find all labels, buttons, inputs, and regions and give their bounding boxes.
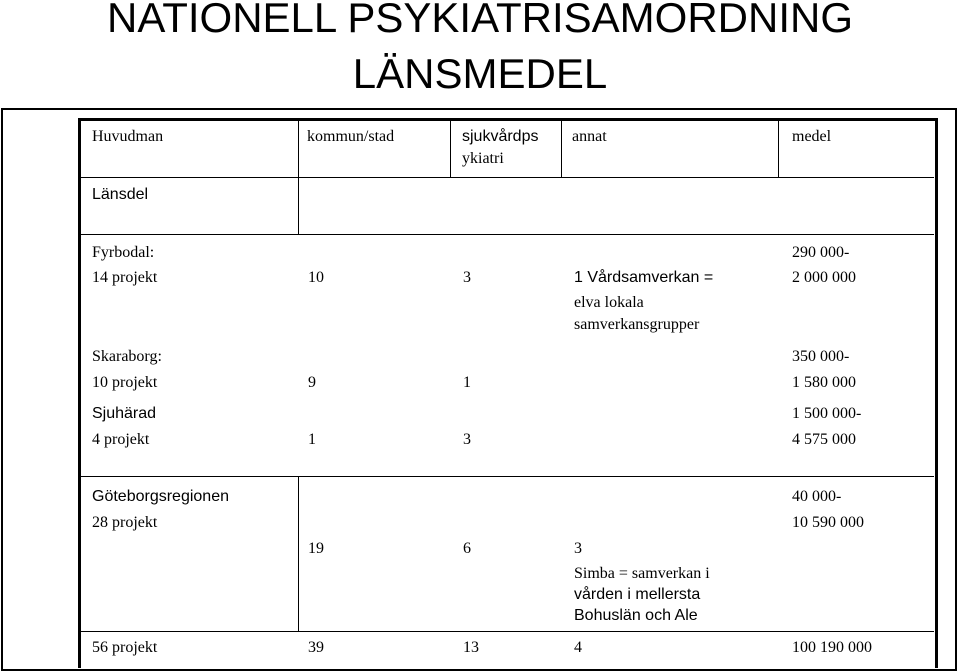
col-divider-1 — [298, 121, 299, 177]
col-divider-4 — [778, 121, 779, 177]
page-title-line2: LÄNSMEDEL — [352, 50, 608, 97]
col-divider-2 — [450, 121, 451, 177]
row-projects: 14 projekt — [92, 269, 158, 286]
total-kommun: 39 — [308, 639, 324, 656]
row-kommun: 1 — [308, 431, 316, 448]
row-name: Skaraborg: — [92, 348, 162, 365]
row-name: Sjuhärad — [92, 405, 157, 422]
total-sjukvard: 13 — [463, 639, 479, 656]
total-projects: 56 projekt — [92, 639, 158, 656]
row-medel-line: 2 000 000 — [792, 269, 856, 286]
row-annat-line: Simba = samverkan i — [574, 565, 710, 582]
divider-goteborg — [81, 476, 934, 477]
row-medel-line: 40 000- — [792, 488, 842, 505]
row-annat-line: samverkansgrupper — [574, 316, 700, 333]
row-medel-line: 4 575 000 — [792, 431, 856, 448]
header-annat: annat — [572, 128, 607, 145]
row-sjukvard: 3 — [463, 269, 471, 286]
row-annat-line: Bohuslän och Ale — [574, 607, 698, 624]
header-huvudman: Huvudman — [92, 128, 164, 145]
page-title-line1: NATIONELL PSYKIATRISAMORDNING — [106, 0, 853, 41]
col-divider-lansdel — [298, 177, 299, 234]
row-medel-line: 350 000- — [792, 348, 850, 365]
row-medel-line: 1 500 000- — [792, 405, 862, 422]
row-projects: 10 projekt — [92, 374, 158, 391]
row-projects: 4 projekt — [92, 431, 150, 448]
row-kommun: 9 — [308, 374, 316, 391]
total-annat: 4 — [574, 639, 582, 656]
col-divider-3 — [561, 121, 562, 177]
row-name: Fyrbodal: — [92, 244, 155, 261]
row-sjukvard: 6 — [463, 540, 471, 557]
row-medel-line: 1 580 000 — [792, 374, 856, 391]
total-medel: 100 190 000 — [792, 639, 872, 656]
row-sjukvard: 1 — [463, 374, 471, 391]
divider-lansdel — [81, 234, 934, 235]
row-medel-line: 290 000- — [792, 244, 850, 261]
col-divider-goteborg — [298, 476, 299, 631]
row-kommun: 19 — [308, 540, 324, 557]
row-name: Göteborgsregionen — [92, 488, 229, 505]
row-projects: 28 projekt — [92, 514, 158, 531]
header-lansdel: Länsdel — [92, 186, 149, 203]
row-sjukvard: 3 — [463, 431, 471, 448]
header-sjukvard-a: sjukvårdps — [462, 128, 539, 145]
row-annat-line: elva lokala — [574, 294, 644, 311]
row-annat-line: vården i mellersta — [574, 586, 701, 603]
divider-total — [81, 631, 934, 632]
row-medel-line: 10 590 000 — [792, 514, 864, 531]
header-medel: medel — [792, 128, 832, 145]
row-kommun: 10 — [308, 269, 324, 286]
row-annat-line: 1 Vårdsamverkan = — [574, 269, 714, 286]
header-sjukvard-b: ykiatri — [462, 150, 504, 167]
header-kommun: kommun/stad — [307, 128, 395, 145]
row-annat-line: 3 — [574, 540, 582, 557]
divider-header — [81, 177, 934, 178]
